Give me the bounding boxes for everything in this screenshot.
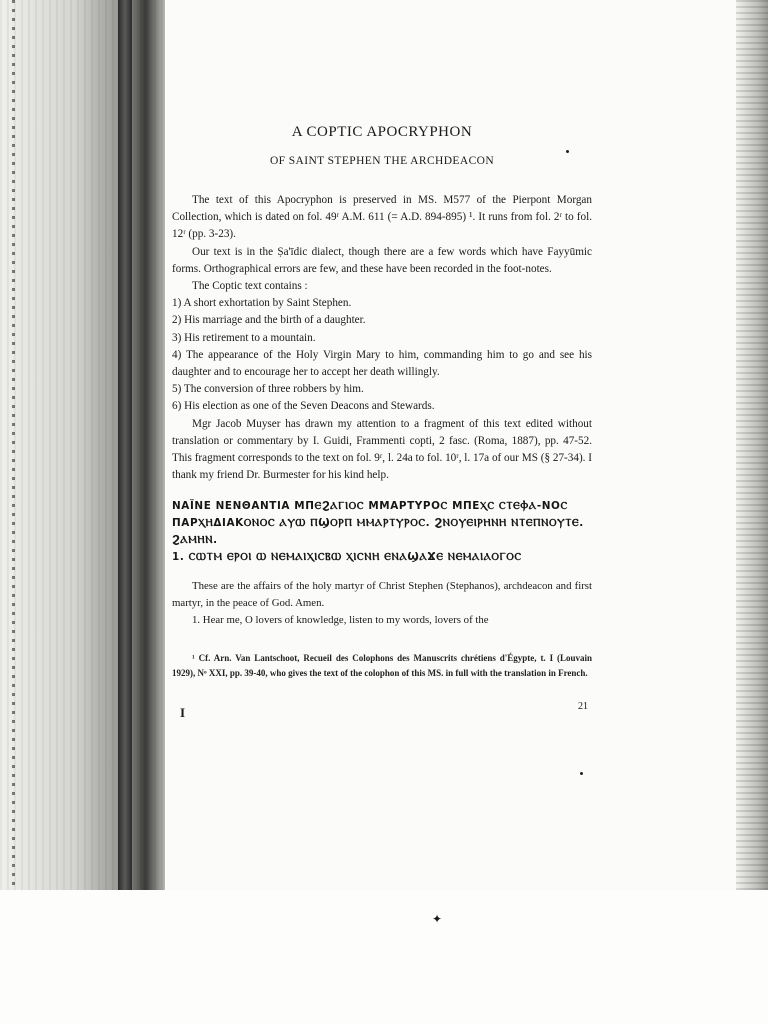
coptic-section-heading: 1. ⲤⲰⲦⲘ ⲈⲢⲞⲒ Ⲱ ⲚⲈⲘⲀⲒⲬⲒⲤⲂⲰ ⲬⲒⲤⲚⲎ ⲈⲚⲀϢⲀϪⲈ ⲚⲈⲘⲀⲒⲀⲞⲄⲞⲤ xyxy=(172,551,522,564)
paragraph-manuscript: The text of this Apocryphon is preserved in MS. M577 of the Pierpont Morgan Collection, which is dated on fol. 49ʳ A.M. 611 (= A.D. 894-895) ¹. It runs from fol. 2ʳ to fol. 12ʳ (pp. 3-23). xyxy=(172,194,592,241)
contents-item: 6) His election as one of the Seven Deacons and Stewards. xyxy=(172,400,435,413)
ink-blot: ✦ xyxy=(432,912,443,926)
contents-item: 1) A short exhortation by Saint Stephen. xyxy=(172,297,352,310)
ink-speck xyxy=(580,772,583,775)
paragraph-contents-intro: The Coptic text contains : xyxy=(192,280,308,293)
contents-item: 3) His retirement to a mountain. xyxy=(172,331,316,344)
book-spine-shadow xyxy=(118,0,132,890)
contents-item: 2) His marriage and the birth of a daughter. xyxy=(172,314,366,327)
paragraph-acknowledgement: Mgr Jacob Muyser has drawn my attention to a fragment of this text edited without translation or commentary by I. Guidi, Frammenti copti, 2 fasc. (Roma, 1887), pp. 47-52. This fragment corresponds to the text on fol. 9ʳ, l. 24a to fol. 10ʳ, l. 17a of our MS (§ 27-34). I thank my friend Dr. Burmester for his kind help. xyxy=(172,417,592,482)
left-page-shadow xyxy=(0,0,165,890)
translation-line: 1. Hear me, O lovers of knowledge, listen to my words, lovers of the xyxy=(192,614,489,627)
paragraph-dialect: Our text is in the Ṣa'īdic dialect, though there are a few words which have Fayyūmic forms. Orthographical errors are few, and these have been recorded in the foot-notes. xyxy=(172,245,592,275)
scanner-bed xyxy=(0,890,768,1024)
right-page-shadow xyxy=(736,0,768,890)
page-title: A COPTIC APOCRYPHON xyxy=(291,124,473,140)
page-subtitle: OF SAINT STEPHEN THE ARCHDEACON xyxy=(269,155,495,167)
contents-item: 5) The conversion of three robbers by him. xyxy=(172,383,364,396)
translation xyxy=(172,578,592,629)
coptic-title: ΝΑΪΝΕ ΝΕΝΘΑΝΤΙΑ ΜΠⲈϨⲀⲄⲒⲞⲤ ΜΜΑΡΤΥΡΟⲤ ΜΠΕⲬⲤ ⲤⲦⲈⲪⲀ-ΝΟⲤ ΠΑΡⲬⲎΔΙΑΚⲞⲚⲞⲤ ⲀⲨⲰ ⲠϢⲞⲢⲠ ⲘⲘⲀⲢⲦⲨⲢⲞⲤ. ϨⲚⲞⲨⲈⲒⲢⲎⲚⲎ ⲚⲦⲈⲠⲚⲞⲨⲦⲈ. ϨⲀⲘⲎⲚ. xyxy=(172,500,584,547)
translation-line: These are the affairs of the holy martyr of Christ Stephen (Stephanos), archdeacon and first martyr, in the peace of God. Amen. xyxy=(172,580,592,610)
page-number: 21 xyxy=(578,701,588,713)
footnote: ¹ Cf. Arn. Van Lantschoot, Recueil des Colophons des Manuscrits chrétiens d'Égypte, t. I (Louvain 1929), Nᵒ XXI, pp. 39-40, who gives the text of the colophon of this MS. in full with the translation in French. xyxy=(172,653,592,679)
page-edge-marks xyxy=(12,0,15,890)
contents-item: 4) The appearance of the Holy Virgin Mary to him, commanding him to go and see his daughter and to encourage her to accept her death willingly. xyxy=(172,348,592,379)
page-footer xyxy=(172,701,592,725)
ink-speck xyxy=(566,150,569,153)
page-content xyxy=(172,118,592,725)
introduction xyxy=(172,192,592,484)
signature-mark: I xyxy=(180,705,186,721)
